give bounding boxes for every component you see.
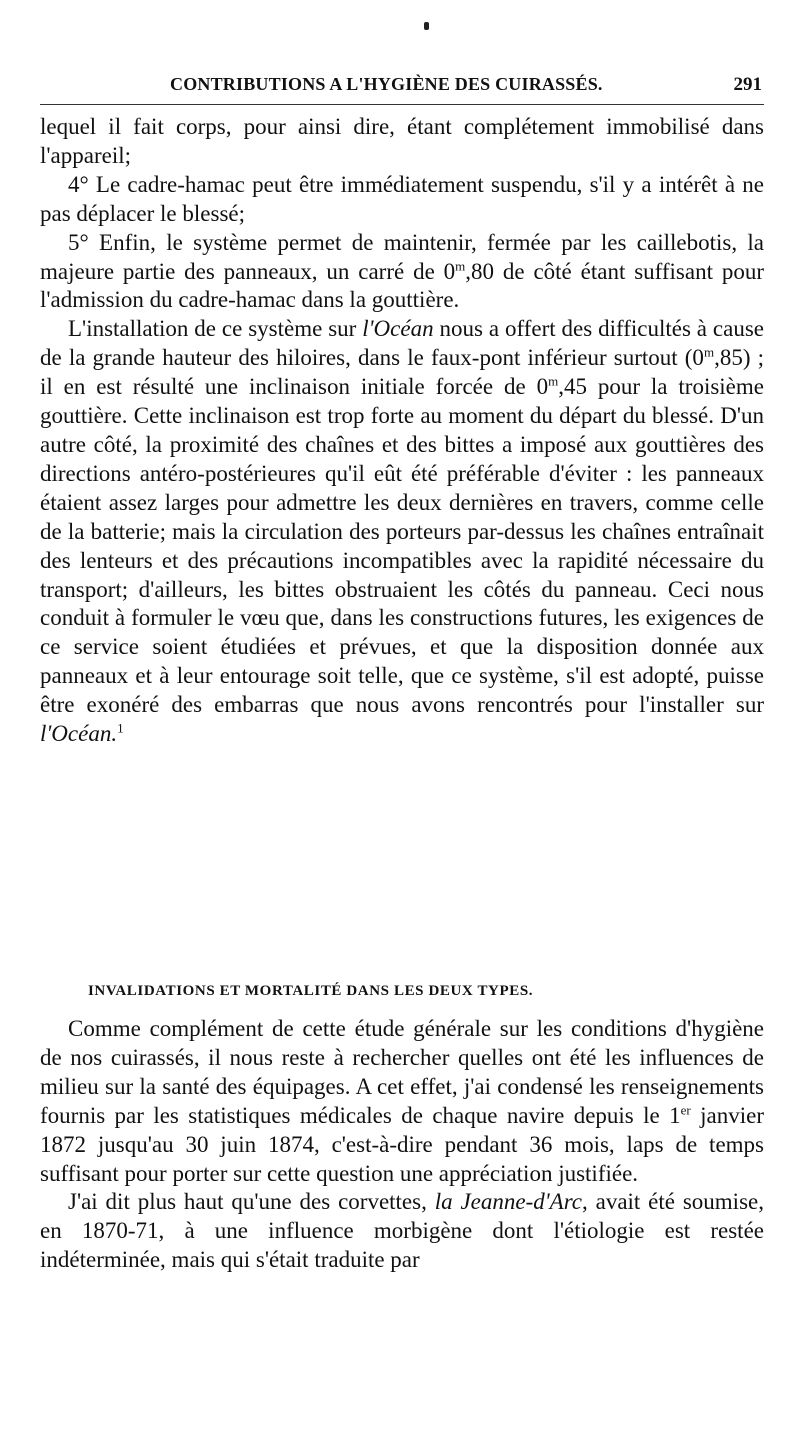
paragraph-corvettes: J'ai dit plus haut qu'une des corvettes, la Jeanne-d'Arc, avait été soumise, en 1870-71, à une influence morbigène dont l'étiologie est restée indéterminée, mais qui s'était traduite par	[40, 1189, 764, 1273]
section-body	[40, 1015, 764, 1275]
running-header	[40, 66, 762, 96]
paragraph-item-4: 4° Le cadre-hamac peut être immédiatement suspendu, s'il y a intérêt à ne pas déplacer le blessé;	[40, 171, 764, 226]
ship-name: l'Océan	[362, 316, 434, 342]
unit-superscript: m	[455, 257, 466, 273]
ship-name: la Jeanne-d'Arc	[434, 1189, 583, 1215]
unit-superscript: m	[703, 344, 715, 360]
paragraph-installation: L'installation de ce système sur l'Océan nous a offert des difficultés à cause de la grande hauteur des hiloires, dans le faux-pont inférieur surtout (0$^m$,85) ; il en est résulté une inclinaison initiale forcée de 0$^m$,45 pour la troisième gouttière. Cette inclinaison est trop forte au moment du départ du blessé. D'un autre côté, la proximité des chaînes et des bittes a imposé aux gouttières des directions antéro-postérieures qu'il eût été préférable d'éviter : les panneaux étaient assez larges pour admettre les deux dernières en travers, comme celle de la batterie; mais la circulation des porteurs par-dessus les chaînes entraînait des lenteurs et des précautions incompatibles avec la rapidité nécessaire du transport; d'ailleurs, les bittes obstruaient les côtés du panneau. Ceci nous conduit à formuler le vœu que, dans les constructions futures, les exigences de ce service soient étudiées et prévues, et que la disposition donnée aux panneaux et à leur entourage soit telle, que ce système, s'il est adopté, puisse être exonéré des embarras que nous avons rencontrés pour l'installer sur l'Océan.$^1$	[40, 316, 764, 747]
running-title: CONTRIBUTIONS A L'HYGIÈNE DES CUIRASSÉS.	[170, 74, 603, 94]
paragraph-item-5: 5° Enfin, le système permet de maintenir, fermée par les caillebotis, la majeure partie des panneaux, un carré de 0$^m$,80 de côté étant suffisant pour l'admission du cadre-hamac dans la gouttière.	[40, 229, 765, 313]
ordinal-superscript: er	[680, 1102, 691, 1118]
paragraph-complement: Comme complément de cette étude générale sur les conditions d'hygiène de nos cuirassés, il nous reste à rechercher quelles ont été les influences de milieu sur la santé des équipages. A cet effet, j'ai condensé les renseignements fournis par les statistiques médicales de chaque navire depuis le 1er janvier 1872 jusqu'au 30 juin 1874, c'est-à-dire pendant 36 mois, laps de temps suffisant pour porter sur cette question une appréciation justifiée.	[40, 1016, 764, 1186]
page-number: 291	[733, 74, 762, 95]
section-heading: INVALIDATIONS ET MORTALITÉ DANS LES DEUX TYPES.	[88, 983, 534, 999]
unit-superscript: m	[548, 373, 559, 389]
header-rule	[40, 104, 764, 105]
print-mark	[424, 22, 429, 30]
body-text	[40, 113, 764, 749]
paragraph-continuation: lequel il fait corps, pour ainsi dire, étant complétement immobilisé dans l'appareil;	[40, 114, 764, 168]
footnote-marker: 1	[117, 720, 124, 736]
ship-name: l'Océan.	[40, 721, 118, 747]
